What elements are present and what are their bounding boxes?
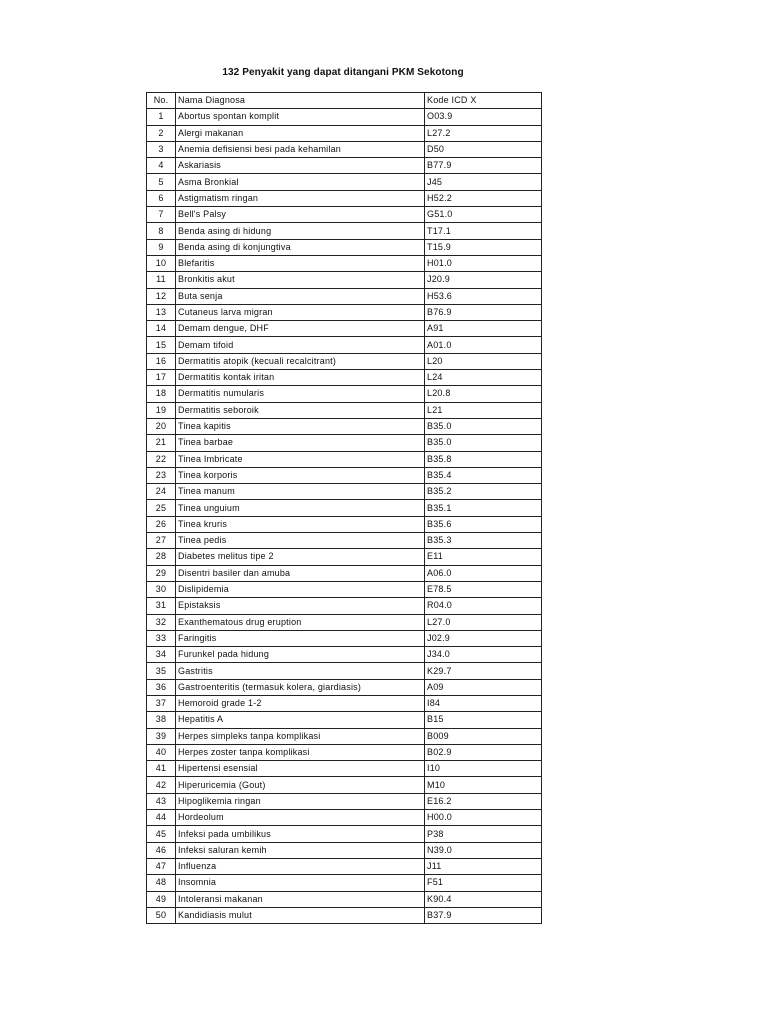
- icd-code: A09: [425, 679, 542, 695]
- diagnosis-name: Hepatitis A: [176, 712, 425, 728]
- icd-code: E11: [425, 549, 542, 565]
- icd-code: H01.0: [425, 255, 542, 271]
- table-row: [147, 223, 542, 239]
- table-row: [147, 663, 542, 679]
- icd-code: L27.2: [425, 125, 542, 141]
- diagnosis-name: Asma Bronkial: [176, 174, 425, 190]
- icd-code: J45: [425, 174, 542, 190]
- diagnosis-name: Hemoroid grade 1-2: [176, 695, 425, 711]
- header-diagnosis-name: Nama Diagnosa: [176, 93, 425, 109]
- table-row: [147, 744, 542, 760]
- diagnosis-name: Dermatitis atopik (kecuali recalcitrant): [176, 353, 425, 369]
- row-number: 23: [147, 467, 176, 483]
- table-row: [147, 255, 542, 271]
- icd-code: L27.0: [425, 614, 542, 630]
- row-number: 12: [147, 288, 176, 304]
- table-row: [147, 614, 542, 630]
- table-row: [147, 158, 542, 174]
- icd-code: I10: [425, 761, 542, 777]
- icd-code: L21: [425, 402, 542, 418]
- diagnosis-name: Askariasis: [176, 158, 425, 174]
- icd-code: H52.2: [425, 190, 542, 206]
- table-body: [147, 109, 542, 924]
- row-number: 21: [147, 435, 176, 451]
- row-number: 38: [147, 712, 176, 728]
- table-row: [147, 207, 542, 223]
- diagnosis-name: Benda asing di konjungtiva: [176, 239, 425, 255]
- document-title: 132 Penyakit yang dapat ditangani PKM Sekotong: [222, 67, 464, 78]
- table-row: [147, 516, 542, 532]
- row-number: 13: [147, 304, 176, 320]
- row-number: 17: [147, 370, 176, 386]
- row-number: 30: [147, 581, 176, 597]
- row-number: 49: [147, 891, 176, 907]
- table-row: [147, 581, 542, 597]
- table-row: [147, 467, 542, 483]
- row-number: 39: [147, 728, 176, 744]
- row-number: 1: [147, 109, 176, 125]
- row-number: 50: [147, 907, 176, 923]
- icd-code: F51: [425, 875, 542, 891]
- row-number: 14: [147, 321, 176, 337]
- diagnosis-name: Blefaritis: [176, 255, 425, 271]
- icd-code: A01.0: [425, 337, 542, 353]
- icd-code: H53.6: [425, 288, 542, 304]
- table-row: [147, 500, 542, 516]
- diagnosis-name: Gastroenteritis (termasuk kolera, giardiasis): [176, 679, 425, 695]
- table-row: [147, 304, 542, 320]
- row-number: 47: [147, 858, 176, 874]
- header-no: No.: [147, 93, 176, 109]
- icd-code: K90.4: [425, 891, 542, 907]
- icd-code: E78.5: [425, 581, 542, 597]
- row-number: 10: [147, 255, 176, 271]
- icd-code: J02.9: [425, 630, 542, 646]
- icd-code: J34.0: [425, 647, 542, 663]
- diagnosis-name: Tinea korporis: [176, 467, 425, 483]
- diagnosis-name: Dislipidemia: [176, 581, 425, 597]
- diagnosis-name: Benda asing di hidung: [176, 223, 425, 239]
- row-number: 45: [147, 826, 176, 842]
- row-number: 28: [147, 549, 176, 565]
- row-number: 16: [147, 353, 176, 369]
- table-row: [147, 712, 542, 728]
- diagnosis-name: Dermatitis numularis: [176, 386, 425, 402]
- row-number: 35: [147, 663, 176, 679]
- diagnosis-name: Hiperuricemia (Gout): [176, 777, 425, 793]
- icd-code: A91: [425, 321, 542, 337]
- row-number: 32: [147, 614, 176, 630]
- icd-code: J11: [425, 858, 542, 874]
- diagnosis-name: Astigmatism ringan: [176, 190, 425, 206]
- table-row: [147, 239, 542, 255]
- diagnosis-name: Infeksi saluran kemih: [176, 842, 425, 858]
- diagnosis-table: [146, 92, 542, 924]
- table-row: [147, 451, 542, 467]
- diagnosis-name: Hordeolum: [176, 810, 425, 826]
- table-row: [147, 549, 542, 565]
- icd-code: B02.9: [425, 744, 542, 760]
- table-row: [147, 598, 542, 614]
- icd-code: B76.9: [425, 304, 542, 320]
- diagnosis-name: Intoleransi makanan: [176, 891, 425, 907]
- row-number: 26: [147, 516, 176, 532]
- row-number: 4: [147, 158, 176, 174]
- table-row: [147, 647, 542, 663]
- icd-code: T15.9: [425, 239, 542, 255]
- row-number: 37: [147, 695, 176, 711]
- diagnosis-name: Faringitis: [176, 630, 425, 646]
- table-row: [147, 810, 542, 826]
- diagnosis-name: Anemia defisiensi besi pada kehamilan: [176, 141, 425, 157]
- diagnosis-name: Herpes simpleks tanpa komplikasi: [176, 728, 425, 744]
- icd-code: O03.9: [425, 109, 542, 125]
- icd-code: L20.8: [425, 386, 542, 402]
- table-row: [147, 418, 542, 434]
- icd-code: B15: [425, 712, 542, 728]
- row-number: 6: [147, 190, 176, 206]
- diagnosis-name: Tinea unguium: [176, 500, 425, 516]
- row-number: 11: [147, 272, 176, 288]
- diagnosis-name: Dermatitis kontak iritan: [176, 370, 425, 386]
- icd-code: H00.0: [425, 810, 542, 826]
- row-number: 44: [147, 810, 176, 826]
- table-row: [147, 109, 542, 125]
- row-number: 9: [147, 239, 176, 255]
- table-row: [147, 842, 542, 858]
- row-number: 43: [147, 793, 176, 809]
- diagnosis-name: Exanthematous drug eruption: [176, 614, 425, 630]
- icd-code: K29.7: [425, 663, 542, 679]
- table-row: [147, 565, 542, 581]
- table-row: [147, 695, 542, 711]
- icd-code: E16.2: [425, 793, 542, 809]
- diagnosis-name: Dermatitis seboroik: [176, 402, 425, 418]
- icd-code: B77.9: [425, 158, 542, 174]
- row-number: 24: [147, 484, 176, 500]
- icd-code: N39.0: [425, 842, 542, 858]
- diagnosis-name: Diabetes melitus tipe 2: [176, 549, 425, 565]
- table-row: [147, 402, 542, 418]
- diagnosis-name: Abortus spontan komplit: [176, 109, 425, 125]
- table-row: [147, 288, 542, 304]
- table-row: [147, 891, 542, 907]
- table-row: [147, 435, 542, 451]
- table-row: [147, 728, 542, 744]
- table-row: [147, 321, 542, 337]
- table-header-row: [147, 93, 542, 109]
- row-number: 19: [147, 402, 176, 418]
- table-row: [147, 907, 542, 923]
- table-row: [147, 174, 542, 190]
- diagnosis-name: Bronkitis akut: [176, 272, 425, 288]
- row-number: 41: [147, 761, 176, 777]
- diagnosis-name: Tinea Imbricate: [176, 451, 425, 467]
- icd-code: B35.0: [425, 418, 542, 434]
- diagnosis-name: Cutaneus larva migran: [176, 304, 425, 320]
- row-number: 20: [147, 418, 176, 434]
- diagnosis-name: Buta senja: [176, 288, 425, 304]
- row-number: 29: [147, 565, 176, 581]
- row-number: 46: [147, 842, 176, 858]
- diagnosis-name: Tinea pedis: [176, 533, 425, 549]
- table-row: [147, 679, 542, 695]
- icd-code: T17.1: [425, 223, 542, 239]
- table-row: [147, 793, 542, 809]
- row-number: 34: [147, 647, 176, 663]
- row-number: 40: [147, 744, 176, 760]
- table-row: [147, 386, 542, 402]
- row-number: 2: [147, 125, 176, 141]
- table-row: [147, 761, 542, 777]
- row-number: 3: [147, 141, 176, 157]
- icd-code: D50: [425, 141, 542, 157]
- diagnosis-name: Insomnia: [176, 875, 425, 891]
- diagnosis-name: Influenza: [176, 858, 425, 874]
- diagnosis-name: Epistaksis: [176, 598, 425, 614]
- icd-code: B35.1: [425, 500, 542, 516]
- icd-code: R04.0: [425, 598, 542, 614]
- table-row: [147, 533, 542, 549]
- row-number: 22: [147, 451, 176, 467]
- table-row: [147, 858, 542, 874]
- table-row: [147, 630, 542, 646]
- table-row: [147, 337, 542, 353]
- diagnosis-name: Furunkel pada hidung: [176, 647, 425, 663]
- icd-code: G51.0: [425, 207, 542, 223]
- diagnosis-name: Herpes zoster tanpa komplikasi: [176, 744, 425, 760]
- row-number: 27: [147, 533, 176, 549]
- row-number: 5: [147, 174, 176, 190]
- icd-code: M10: [425, 777, 542, 793]
- icd-code: L24: [425, 370, 542, 386]
- diagnosis-name: Demam dengue, DHF: [176, 321, 425, 337]
- table-row: [147, 141, 542, 157]
- diagnosis-name: Gastritis: [176, 663, 425, 679]
- table-row: [147, 484, 542, 500]
- diagnosis-name: Kandidiasis mulut: [176, 907, 425, 923]
- icd-code: B009: [425, 728, 542, 744]
- row-number: 36: [147, 679, 176, 695]
- table-row: [147, 353, 542, 369]
- table-row: [147, 875, 542, 891]
- diagnosis-name: Bell's Palsy: [176, 207, 425, 223]
- icd-code: J20.9: [425, 272, 542, 288]
- table-row: [147, 190, 542, 206]
- row-number: 48: [147, 875, 176, 891]
- table-row: [147, 826, 542, 842]
- table-row: [147, 125, 542, 141]
- diagnosis-name: Hipoglikemia ringan: [176, 793, 425, 809]
- icd-code: B35.2: [425, 484, 542, 500]
- diagnosis-name: Infeksi pada umbilikus: [176, 826, 425, 842]
- row-number: 8: [147, 223, 176, 239]
- icd-code: A06.0: [425, 565, 542, 581]
- diagnosis-name: Tinea barbae: [176, 435, 425, 451]
- row-number: 15: [147, 337, 176, 353]
- row-number: 33: [147, 630, 176, 646]
- row-number: 31: [147, 598, 176, 614]
- icd-code: P38: [425, 826, 542, 842]
- diagnosis-name: Alergi makanan: [176, 125, 425, 141]
- row-number: 7: [147, 207, 176, 223]
- icd-code: B35.8: [425, 451, 542, 467]
- diagnosis-name: Tinea manum: [176, 484, 425, 500]
- table-row: [147, 272, 542, 288]
- diagnosis-name: Disentri basiler dan amuba: [176, 565, 425, 581]
- icd-code: I84: [425, 695, 542, 711]
- row-number: 25: [147, 500, 176, 516]
- icd-code: B35.4: [425, 467, 542, 483]
- diagnosis-name: Hipertensi esensial: [176, 761, 425, 777]
- row-number: 18: [147, 386, 176, 402]
- table-row: [147, 370, 542, 386]
- diagnosis-name: Demam tifoid: [176, 337, 425, 353]
- icd-code: B35.6: [425, 516, 542, 532]
- diagnosis-name: Tinea kapitis: [176, 418, 425, 434]
- icd-code: L20: [425, 353, 542, 369]
- icd-code: B37.9: [425, 907, 542, 923]
- table-row: [147, 777, 542, 793]
- header-icd-code: Kode ICD X: [425, 93, 542, 109]
- diagnosis-name: Tinea kruris: [176, 516, 425, 532]
- row-number: 42: [147, 777, 176, 793]
- icd-code: B35.3: [425, 533, 542, 549]
- icd-code: B35.0: [425, 435, 542, 451]
